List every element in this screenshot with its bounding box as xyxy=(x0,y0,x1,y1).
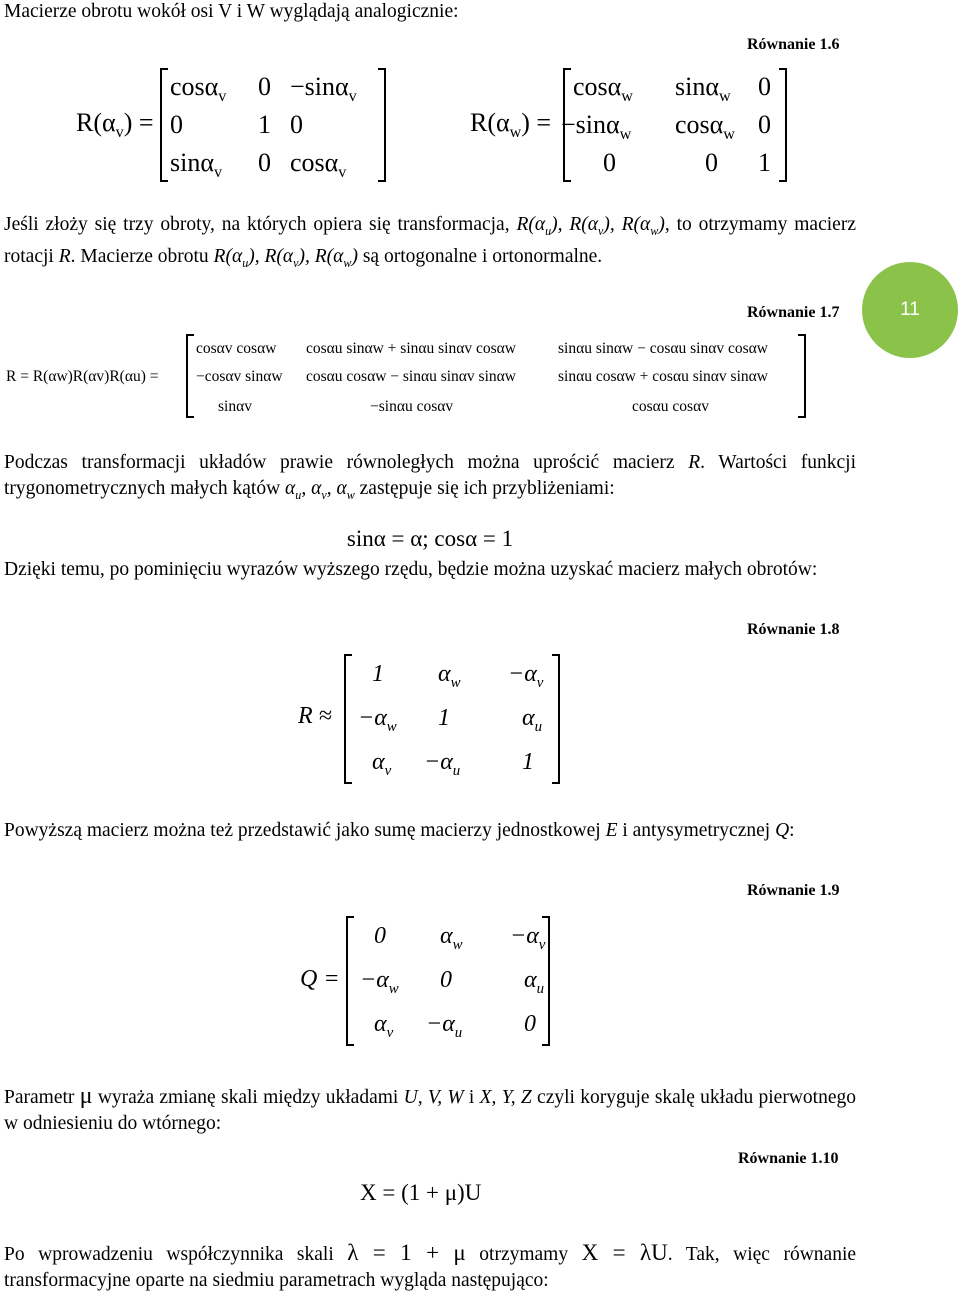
rw-cell: cosα$_w$ xyxy=(573,72,633,106)
rv-cell: sinα$_v$ xyxy=(170,148,223,182)
rw-cell: 0 xyxy=(758,72,771,101)
q-cell: $\alpha_u$ xyxy=(524,967,545,997)
q-cell: $-\alpha_w$ xyxy=(360,967,399,997)
r-composite-cell: −sinαu cosαv xyxy=(370,398,454,415)
rv-cell: 0 xyxy=(258,72,271,101)
rv-cell: 0 xyxy=(258,148,271,177)
rv-cell: 0 xyxy=(170,110,183,139)
r-composite-cell: sinαu sinαw − cosαu sinαv cosαw xyxy=(558,340,768,357)
rw-cell: cosα$_w$ xyxy=(675,110,735,144)
q-cell: $-\alpha_v$ xyxy=(510,923,546,953)
paragraph-decomposition: Powyższą macierz można też przedstawić jako sumę macierzy jednostkowej E i antysymetrycznej Q: xyxy=(4,820,795,841)
r-composite-cell: cosαv cosαw xyxy=(196,340,277,357)
paragraph-scale: Parametr μ wyraża zmianę skali między układami U, V, W i X, Y, Z czyli koryguje skalę układu pierwotnego w odniesieniu do wtórnego: xyxy=(4,1083,856,1134)
paragraph-composition: Jeśli złoży się trzy obroty, na których opiera się transformacja, $R(\alpha_u)$, $R(\alpha_v)$, $R(\alpha_w)$, to otrzymamy macierz rotacji R. Macierze obrotu $R(\alpha_u)$, $R(\alpha_v)$, $R(\alpha_w)$ są ortogonalne i ortonormalne. xyxy=(4,214,856,270)
r-composite-cell: sinαv xyxy=(218,398,252,415)
r-approx-cell: $\alpha_v$ xyxy=(372,749,392,779)
r-approx-cell: $-\alpha_u$ xyxy=(424,749,461,779)
rw-cell: 0 xyxy=(705,148,718,177)
r-approx-cell: $\alpha_u$ xyxy=(522,705,543,735)
equation-label-1-6: Równanie 1.6 xyxy=(747,36,840,53)
equation-label-1-9: Równanie 1.9 xyxy=(747,882,840,899)
r-approx-lhs: R ≈ xyxy=(298,703,332,729)
page-number-badge: 11 xyxy=(862,262,958,358)
equation-label-1-8: Równanie 1.8 xyxy=(747,621,840,638)
r-composite-cell: sinαu cosαw + cosαu sinαv sinαw xyxy=(558,368,768,385)
r-approx-cell: 1 xyxy=(522,749,534,775)
paragraph-small-rotations: Dzięki temu, po pominięciu wyrazów wyższego rzędu, będzie można uzyskać macierz małych obrotów: xyxy=(4,559,818,580)
rw-lhs: $R(\alpha_w)$ = xyxy=(470,108,552,142)
r-approx-cell: 1 xyxy=(372,661,384,687)
r-composite-cell: cosαu sinαw + sinαu sinαv cosαw xyxy=(306,340,516,357)
r-approx-cell: $-\alpha_v$ xyxy=(508,661,544,691)
rv-cell: 1 xyxy=(258,110,271,139)
rv-cell: 0 xyxy=(290,110,303,139)
q-cell: 0 xyxy=(524,1011,536,1037)
r-approx-cell: $\alpha_w$ xyxy=(438,661,461,691)
paragraph-small-angles: Podczas transformacji układów prawie równoległych można uprościć macierz R. Wartości funkcji trygonometrycznych małych kątów $\alpha_u$, $\alpha_v$, $\alpha_w$ zastępuje się ich przybliżeniami: xyxy=(4,452,856,502)
r-composite-cell: cosαu cosαw − sinαu sinαv sinαw xyxy=(306,368,516,385)
approximation-formula: sinα = α; cosα = 1 xyxy=(346,526,514,551)
q-cell: $-\alpha_u$ xyxy=(426,1011,463,1041)
q-cell: $\alpha_v$ xyxy=(374,1011,394,1041)
r-composite-cell: −cosαv sinαw xyxy=(196,368,283,385)
q-cell: 0 xyxy=(440,967,452,993)
r-composite-lhs: R = R(αw)R(αv)R(αu) = xyxy=(6,368,159,385)
r-approx-cell: 1 xyxy=(438,705,450,731)
equation-label-1-10: Równanie 1.10 xyxy=(738,1150,839,1167)
rw-cell: 0 xyxy=(603,148,616,177)
q-lhs: Q = xyxy=(300,966,340,992)
rw-cell: sinα$_w$ xyxy=(675,72,731,106)
r-composite-cell: cosαu cosαv xyxy=(632,398,709,415)
scale-formula: X = (1 + μ)U xyxy=(360,1180,482,1205)
intro-text: Macierze obrotu wokół osi V i W wyglądają analogicznie: xyxy=(4,1,459,22)
rv-cell: cosα$_v$ xyxy=(170,72,227,106)
equation-label-1-7: Równanie 1.7 xyxy=(747,304,840,321)
rw-cell: 1 xyxy=(758,148,771,177)
paragraph-seven-parameters: Po wprowadzeniu współczynnika skali λ = 1 + μ otrzymamy X = λU. Tak, więc równanie transformacyjne oparte na siedmiu parametrach wygląda następująco: xyxy=(4,1240,857,1291)
q-cell: $\alpha_w$ xyxy=(440,923,463,953)
rv-cell: −sinα$_v$ xyxy=(290,72,357,106)
rw-cell: 0 xyxy=(758,110,771,139)
r-approx-cell: $-\alpha_w$ xyxy=(358,705,397,735)
rv-lhs: $R(\alpha_v)$ = xyxy=(76,108,154,142)
q-cell: 0 xyxy=(374,923,386,949)
rv-cell: cosα$_v$ xyxy=(290,148,347,182)
rw-cell: −sinα$_w$ xyxy=(561,110,632,144)
